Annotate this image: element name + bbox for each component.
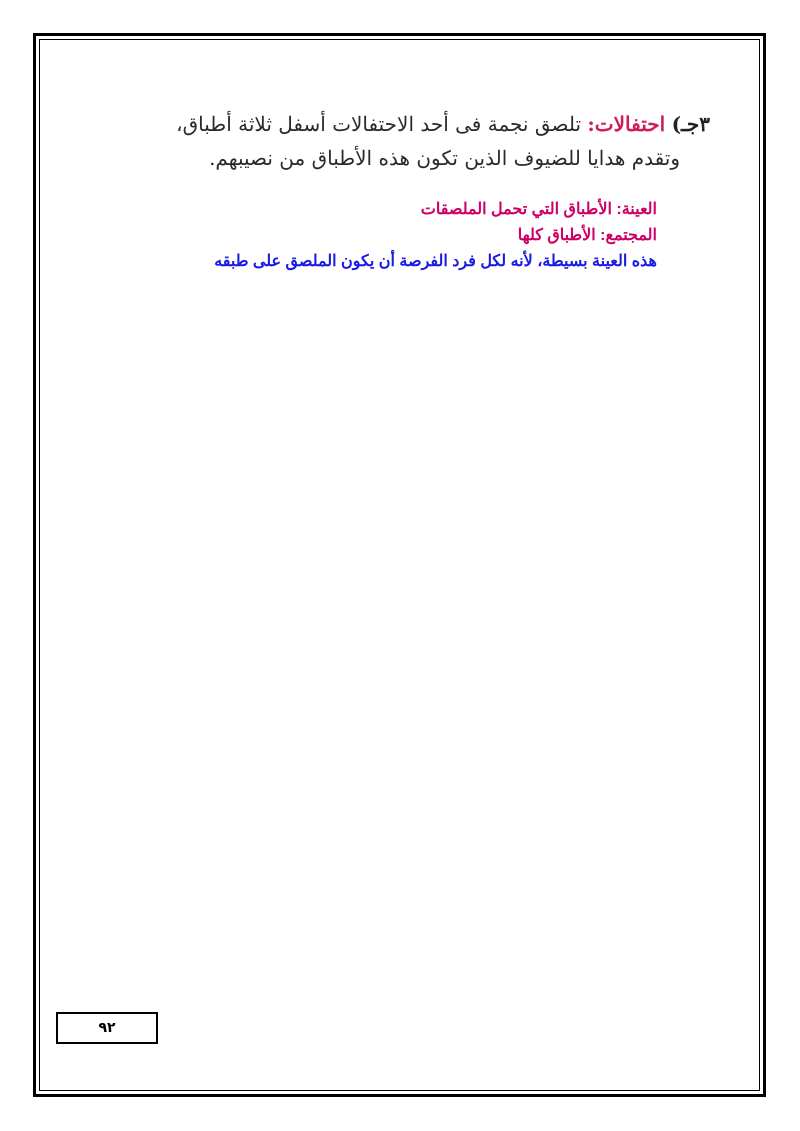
- problem-statement: [70, 107, 710, 175]
- problem-text-line-2: وتقدم هدايا للضيوف الذين تكون هذه الأطباق من نصيبهم.: [209, 146, 680, 170]
- population-answer: المجتمع: الأطباق كلها: [517, 227, 657, 244]
- page-number: ٩٢: [98, 1020, 116, 1036]
- problem-heading: احتفالات:: [587, 112, 666, 136]
- explanation-answer: هذه العينة بسيطة، لأنه لكل فرد الفرصة أن يكون الملصق على طبقه: [214, 253, 657, 270]
- sample-answer: العينة: الأطباق التي تحمل الملصقات: [420, 201, 657, 218]
- problem-number: ٣جـ): [671, 112, 710, 136]
- problem-text-line-1: تلصق نجمة فى أحد الاحتفالات أسفل ثلاثة أطباق،: [176, 112, 582, 136]
- page-number-box: [56, 1012, 158, 1044]
- problem-line-1: [70, 107, 710, 141]
- answer-block: [97, 197, 657, 275]
